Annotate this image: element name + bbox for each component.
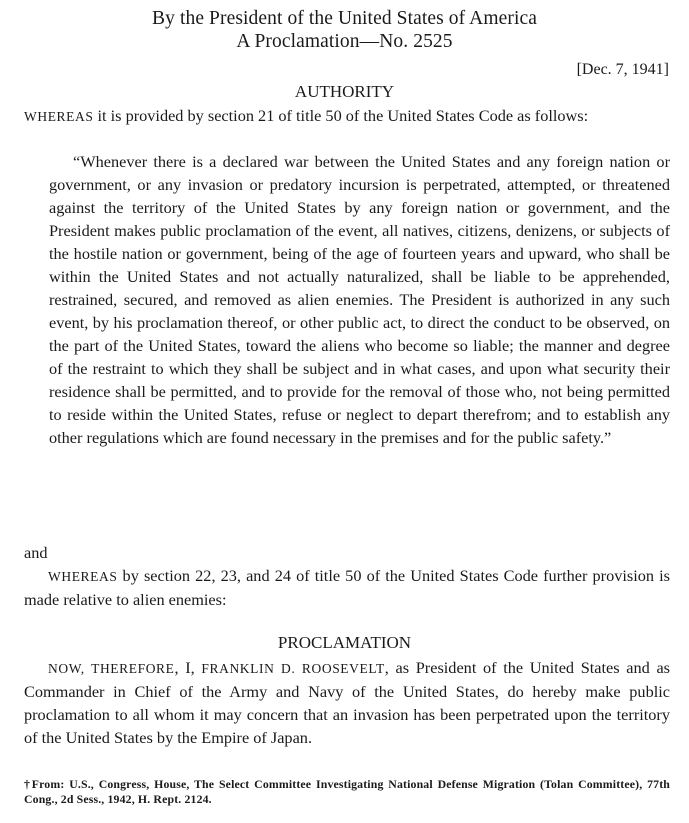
whereas-paragraph-2 [24,564,670,611]
now-mid: , I, [174,658,202,677]
whereas-paragraph-1 [24,104,670,128]
whereas-2-text: by section 22, 23, and 24 of title 50 of the United States Code further provision is made relative to alien enemies: [24,566,670,609]
statute-quote: “Whenever there is a declared war between the United States and any foreign nation or government, or any invasion or predatory incursion is perpetrated, attempted, or threatened against the territory of the United States by any foreign nation or government, and the President makes public proclamation of the event, all natives, citizens, denizens, or subjects of the hostile nation or government, being of the age of fourteen years and upward, who shall be within the United States and not actually naturalized, shall be liable to be apprehended, restrained, secured, and removed as alien enemies. The President is authorized in any such event, by his proclamation thereof, or other public act, to direct the conduct to be observed, on the part of the United States, toward the aliens who become so liable; the manner and degree of the restraint to which they shall be subject and in what cases, and upon what security their residence shall be permitted, and to provide for the removal of those who, not being permitted to reside within the United States, refuse or neglect to depart therefrom; and to establish any other regulations which are found necessary in the premises and for the public safety.” [49,152,670,447]
whereas-lead: WHEREAS [24,109,94,124]
whereas-1-text: it is provided by section 21 of title 50 of the United States Code as follows: [93,106,589,125]
proclamation-text: , as President of the United States and as Commander in Chief of the Army and Navy of the United States, do hereby make public proclamation to all whom it may concern that an invasion has been perpetrated upon the territory of the United States by the Empire of Japan. [24,658,671,747]
document-date: [Dec. 7, 1941] [576,61,669,78]
proclamation-paragraph [24,656,670,749]
source-footnote: †From: U.S., Congress, House, The Select Committee Investigating National Defense Migration (Tolan Committee), 77th Cong., 2d Sess., 1942, H. Rept. 2124. [24,777,670,806]
whereas-2-lead: WHEREAS [48,569,118,584]
authority-heading: AUTHORITY [294,82,395,101]
president-name: FRANKLIN D. ROOSEVELT [201,661,385,676]
proclamation-heading: PROCLAMATION [277,633,412,652]
document-title: By the President of the United States of America [152,8,537,29]
document-subtitle: A Proclamation—No. 2525 [236,31,453,52]
and-connector: and [24,543,48,562]
now-therefore-lead: NOW, THEREFORE [48,661,175,676]
